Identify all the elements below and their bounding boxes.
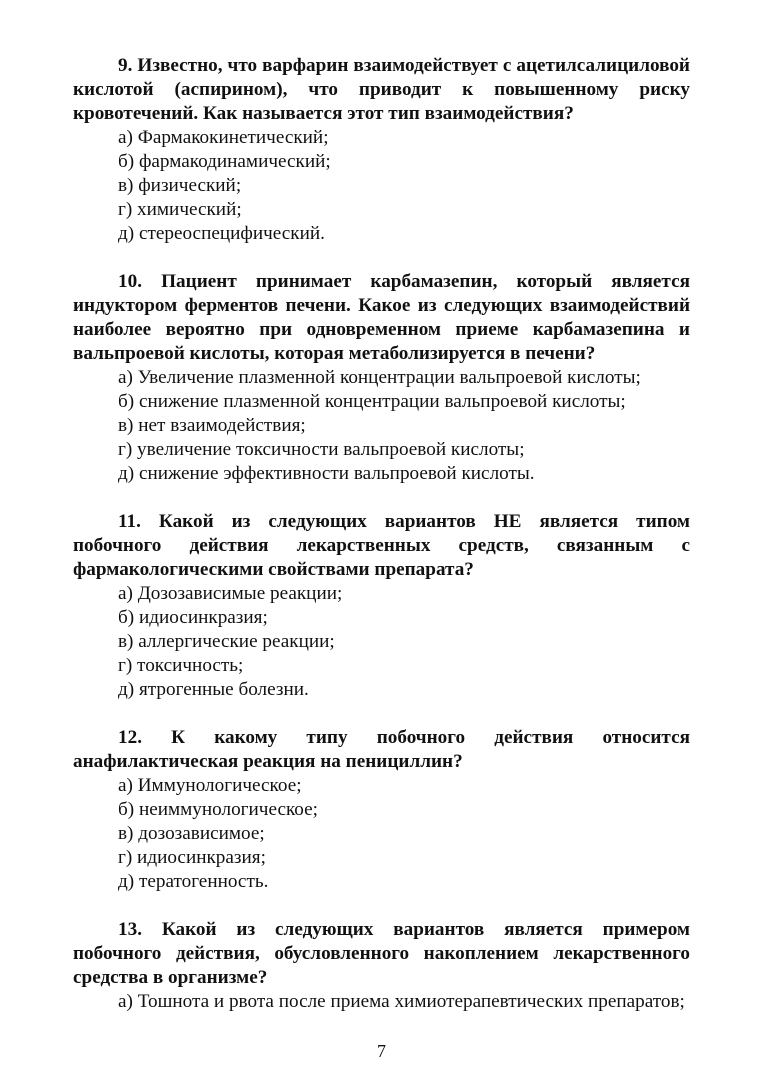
- answer-option: д) тератогенность.: [118, 871, 269, 892]
- question-12: [73, 726, 690, 894]
- answer-options: [73, 774, 690, 894]
- question-11: [73, 510, 690, 702]
- answer-option: б) идиосинкразия;: [118, 607, 268, 628]
- answer-options: [73, 990, 690, 1014]
- answer-option: а) Иммунологическое;: [118, 775, 302, 796]
- answer-options: [73, 126, 690, 246]
- page-number: 7: [377, 1041, 386, 1061]
- question-9: [73, 54, 690, 246]
- answer-options: [73, 582, 690, 702]
- question-text: 9. Известно, что варфарин взаимодействует с ацетилсалициловой кислотой (аспирином), что приводит к повышенному риску кровотечений. Как называется этот тип взаимодействия?: [73, 55, 690, 124]
- answer-option: б) фармакодинамический;: [118, 151, 331, 172]
- question-text: 13. Какой из следующих вариантов является примером побочного действия, обусловленного накоплением лекарственного средства в организме?: [73, 919, 690, 988]
- answer-option: б) неиммунологическое;: [118, 799, 318, 820]
- answer-option: а) Дозозависимые реакции;: [118, 583, 343, 604]
- answer-option: г) идиосинкразия;: [118, 847, 266, 868]
- answer-option: в) дозозависимое;: [118, 823, 265, 844]
- answer-option: д) стереоспецифический.: [118, 223, 325, 244]
- question-text: 10. Пациент принимает карбамазепин, который является индуктором ферментов печени. Какое из следующих взаимодействий наиболее вероятно при одновременном приеме карбамазепина и вальпроевой кислоты, которая метаболизируется в печени?: [73, 271, 690, 364]
- answer-option: а) Тошнота и рвота после приема химиотерапевтических препаратов;: [118, 991, 685, 1012]
- answer-option: в) нет взаимодействия;: [118, 415, 306, 436]
- answer-option: а) Увеличение плазменной концентрации вальпроевой кислоты;: [118, 367, 641, 388]
- question-10: [73, 270, 690, 486]
- question-13: [73, 918, 690, 1014]
- question-text: 11. Какой из следующих вариантов НЕ является типом побочного действия лекарственных средств, связанным с фармакологическими свойствами препарата?: [73, 511, 690, 580]
- answer-option: б) снижение плазменной концентрации вальпроевой кислоты;: [118, 391, 626, 412]
- answer-option: в) аллергические реакции;: [118, 631, 335, 652]
- answer-option: г) увеличение токсичности вальпроевой кислоты;: [118, 439, 525, 460]
- answer-option: д) снижение эффективности вальпроевой кислоты.: [118, 463, 535, 484]
- answer-option: а) Фармакокинетический;: [118, 127, 329, 148]
- document-page: [73, 54, 690, 1038]
- answer-option: д) ятрогенные болезни.: [118, 679, 309, 700]
- answer-option: г) токсичность;: [118, 655, 244, 676]
- answer-option: г) химический;: [118, 199, 242, 220]
- answer-options: [73, 366, 690, 486]
- answer-option: в) физический;: [118, 175, 242, 196]
- question-text: 12. К какому типу побочного действия относится анафилактическая реакция на пенициллин?: [73, 727, 690, 772]
